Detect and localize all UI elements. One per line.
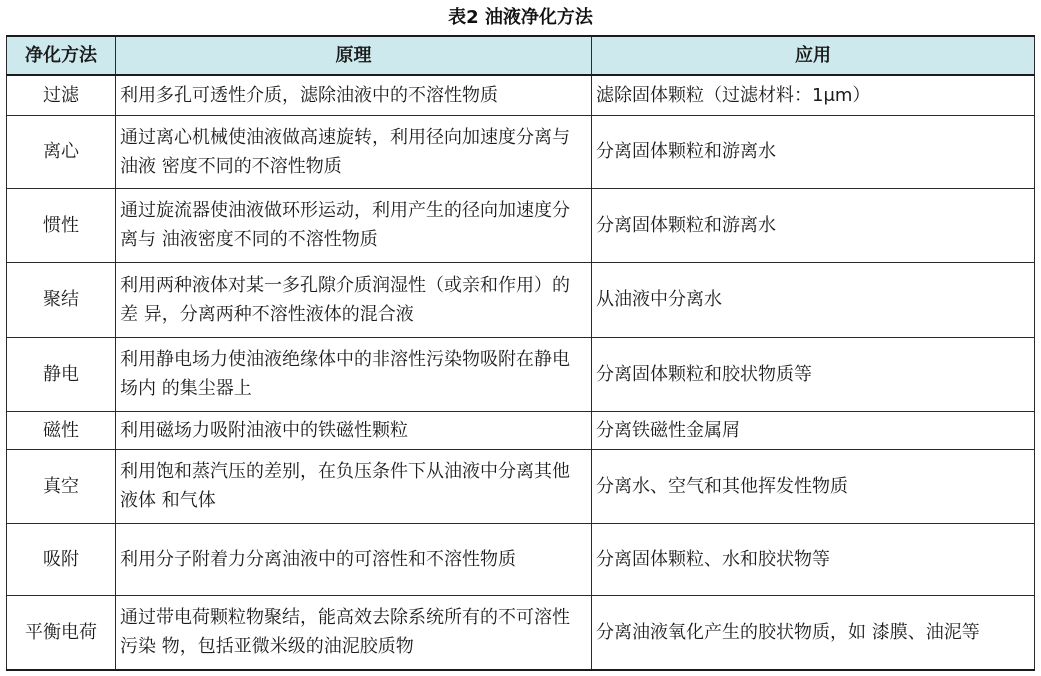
table-header-row: [7, 36, 1035, 75]
principle-cell: 利用分子附着力分离油液中的可溶性和不溶性物质: [116, 523, 592, 595]
table-row: [7, 188, 1035, 262]
method-cell: 聚结: [7, 262, 116, 337]
table-row: [7, 449, 1035, 523]
principle-cell: 利用多孔可透性介质，滤除油液中的不溶性物质: [116, 75, 592, 115]
application-cell: 分离固体颗粒和胶状物质等: [592, 337, 1035, 411]
table-row: [7, 115, 1035, 188]
table-row: [7, 595, 1035, 670]
principle-cell: 利用饱和蒸汽压的差别，在负压条件下从油液中分离其他液体 和气体: [116, 449, 592, 523]
method-cell: 磁性: [7, 411, 116, 449]
method-cell: 平衡电荷: [7, 595, 116, 670]
table-row: [7, 262, 1035, 337]
application-cell: 滤除固体颗粒（过滤材料：1μm）: [592, 75, 1035, 115]
method-cell: 过滤: [7, 75, 116, 115]
principle-cell: 利用两种液体对某一多孔隙介质润湿性（或亲和作用）的差 异，分离两种不溶性液体的混合液: [116, 262, 592, 337]
table-row: [7, 75, 1035, 115]
principle-cell: 通过离心机械使油液做高速旋转，利用径向加速度分离与油液 密度不同的不溶性物质: [116, 115, 592, 188]
table-row: [7, 411, 1035, 449]
principle-cell: 通过旋流器使油液做环形运动，利用产生的径向加速度分离与 油液密度不同的不溶性物质: [116, 188, 592, 262]
application-cell: 分离固体颗粒和游离水: [592, 115, 1035, 188]
application-cell: 分离固体颗粒、水和胶状物等: [592, 523, 1035, 595]
header-method: 净化方法: [7, 36, 116, 75]
application-cell: 分离铁磁性金属屑: [592, 411, 1035, 449]
principle-cell: 利用磁场力吸附油液中的铁磁性颗粒: [116, 411, 592, 449]
purification-methods-table: [6, 35, 1035, 671]
header-application: 应用: [592, 36, 1035, 75]
table-row: [7, 337, 1035, 411]
application-cell: 分离固体颗粒和游离水: [592, 188, 1035, 262]
method-cell: 静电: [7, 337, 116, 411]
method-cell: 惯性: [7, 188, 116, 262]
table-row: [7, 523, 1035, 595]
application-cell: 分离油液氧化产生的胶状物质，如 漆膜、油泥等: [592, 595, 1035, 670]
header-principle: 原理: [116, 36, 592, 75]
method-cell: 吸附: [7, 523, 116, 595]
table-caption: 表2 油液净化方法: [448, 7, 593, 28]
application-cell: 分离水、空气和其他挥发性物质: [592, 449, 1035, 523]
application-cell: 从油液中分离水: [592, 262, 1035, 337]
method-cell: 离心: [7, 115, 116, 188]
principle-cell: 利用静电场力使油液绝缘体中的非溶性污染物吸附在静电场内 的集尘器上: [116, 337, 592, 411]
method-cell: 真空: [7, 449, 116, 523]
principle-cell: 通过带电荷颗粒物聚结，能高效去除系统所有的不可溶性污染 物，包括亚微米级的油泥胶质物: [116, 595, 592, 670]
